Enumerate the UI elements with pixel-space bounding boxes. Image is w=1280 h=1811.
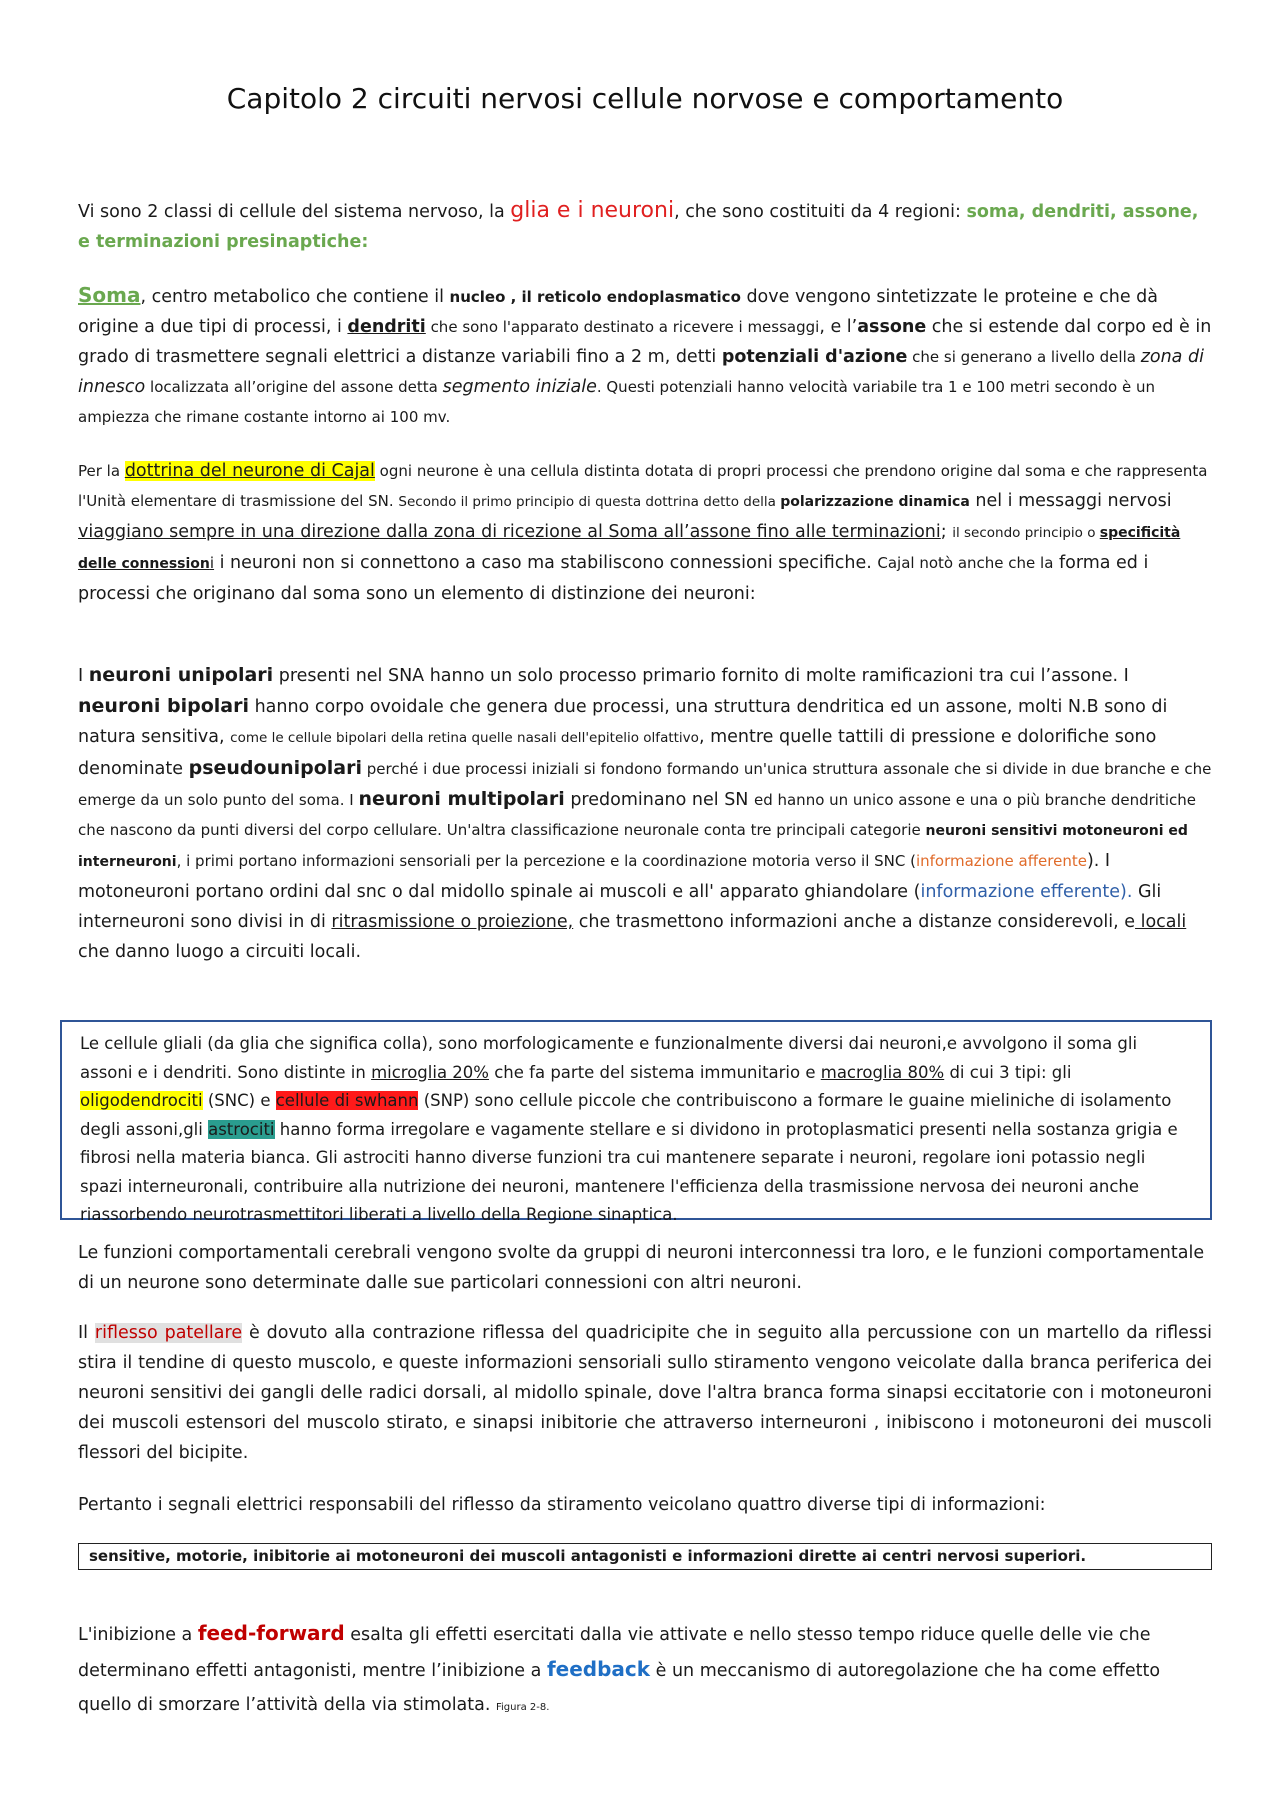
paragraph-riflesso: Il riflesso patellare è dovuto alla contrazione riflessa del quadricipite che in seguito alla percussione con un martello da riflessi stira il tendine di questo muscolo, e queste informazioni sensoriali sullo stiramento vengono veicolate dalla branca periferica dei neuroni sensitivi dei gangli delle radici dorsali, al midollo spinale, dove l'altra branca forma sinapsi eccitatorie con i motoneuroni dei muscoli estensori del muscolo stirato, e sinapsi inibitorie che attraverso interneuroni , inibiscono i motoneuroni dei muscoli flessori del bicipite. xyxy=(78,1323,1213,1463)
term-bipolari: neuroni bipolari xyxy=(78,695,249,717)
glia-info-box: Le cellule gliali (da glia che significa colla), sono morfologicamente e funzionalmente diversi dai neuroni,e avvolgono il soma gli assoni e i dendriti. Sono distinte in microglia 20% che fa parte del sistema immunitario e macroglia 80% di cui 3 tipi: gli oligodendrociti (SNC) e cellule di swhann (SNP) sono cellule piccole che contribuiscono a formare le guaine mieliniche di isolamento degli assoni,gli astrociti hanno forma irregolare e vagamente stellare e si dividono in protoplasmatici presenti nella sostanza grigia e fibrosi nella materia bianca. Gli astrociti hanno diverse funzioni tra cui mantenere separate i neuroni, regolare ioni potassio negli spazi interneuronali, contribuire alla nutrizione dei neuroni, mantenere l'efficienza della trasmissione nervosa dei neuroni anche riassorbendo neurotrasmettitori liberati a livello della Regione sinaptica. xyxy=(60,1020,1212,1220)
page-title: Capitolo 2 circuiti nervosi cellule norvose e comportamento xyxy=(226,82,1064,115)
paragraph-soma: Soma, centro metabolico che contiene il nucleo , il reticolo endoplasmatico dove vengono sintetizzate le proteine e che dà origine a due tipi di processi, i dendriti che sono l'apparato destinato a ricevere i messaggi, e l’assone che si estende dal corpo ed è in grado di trasmettere segnali elettrici a distanze variabili fino a 2 m, detti potenziali d'azione che si generano a livello della zona di innesco localizzata all’origine del assone detta segmento iniziale. Questi potenziali hanno velocità variabile tra 1 e 100 metri secondo è un ampiezza che rimane costante intorno ai 100 mv. xyxy=(78,283,1212,426)
term-feed-forward: feed-forward xyxy=(197,1621,345,1645)
highlight-dottrina: dottrina del neurone di Cajal xyxy=(124,461,375,481)
paragraph-inibizione: L'inibizione a feed-forward esalta gli effetti esercitati dalla vie attivate e nello stesso tempo riduce quelle delle vie che determinano effetti antagonisti, mentre l’inibizione a feedback è un meccanismo di autoregolazione che ha come effetto quello di smorzare l’attività della via stimolata. Figura 2-8. xyxy=(78,1621,1161,1715)
paragraph-intro: Vi sono 2 classi di cellule del sistema nervoso, la glia e i neuroni, che sono costituiti da 4 regioni: soma, dendriti, assone, e terminazioni presinaptiche: xyxy=(78,198,1199,252)
figure-ref: Figura 2-8. xyxy=(496,1702,550,1713)
highlight-astrociti: astrociti xyxy=(208,1119,275,1139)
regions-list: soma, dendriti, assone, e terminazioni presinaptiche: xyxy=(78,202,1199,252)
term-specificita: specificità delle connession xyxy=(78,525,1181,572)
term-feedback: feedback xyxy=(546,1657,651,1681)
term-polarizzazione: polarizzazione dinamica xyxy=(780,494,970,510)
term-unipolari: neuroni unipolari xyxy=(88,664,274,686)
term-assone: assone xyxy=(857,317,927,337)
highlight-swhann: cellule di swhann xyxy=(275,1091,419,1110)
paragraph-funzioni: Le funzioni comportamentali cerebrali vengono svolte da gruppi di neuroni interconnessi tra loro, e le funzioni comportamentale di un neurone sono determinate dalle sue particolari connessioni con altri neuroni. xyxy=(78,1243,1205,1293)
paragraph-cajal: Per la dottrina del neurone di Cajal ogni neurone è una cellula distinta dotata di propri processi che prendono origine dal soma e che rappresenta l'Unità elementare di trasmissione del SN. Secondo il primo principio di questa dottrina detto della polarizzazione dinamica nel i messaggi nervosi viaggiano sempre in una direzione dalla zona di ricezione al Soma all’assone fino alle terminazioni; il secondo principio o specificità delle connessioni i neuroni non si connettono a caso ma stabiliscono connessioni specifiche. Cajal notò anche che la forma ed i processi che originano dal soma sono un elemento di distinzione dei neuroni: xyxy=(78,461,1208,604)
highlight-oligodendrociti: oligodendrociti xyxy=(80,1091,203,1110)
info-afferente: informazione afferente xyxy=(915,852,1087,870)
highlight-glia: glia e i neuroni xyxy=(510,198,675,223)
term-dendriti: dendriti xyxy=(347,317,426,337)
term-soma: Soma xyxy=(78,283,141,307)
info-efferente: informazione efferente). xyxy=(920,882,1133,902)
paragraph-pertanto: Pertanto i segnali elettrici responsabili del riflesso da stiramento veicolano quattro diverse tipi di informazioni: xyxy=(78,1495,1046,1515)
info-types-box: sensitive, motorie, inibitorie ai motoneuroni dei muscoli antagonisti e informazioni dirette ai centri nervosi superiori. xyxy=(78,1543,1212,1570)
term-multipolari: neuroni multipolari xyxy=(358,788,565,810)
paragraph-neuron-types: I neuroni unipolari presenti nel SNA hanno un solo processo primario fornito di molte ramificazioni tra cui l’assone. I neuroni bipolari hanno corpo ovoidale che genera due processi, una struttura dendritica ed un assone, molti N.B sono di natura sensitiva, come le cellule bipolari della retina quelle nasali dell'epitelio olfattivo, mentre quelle tattili di pressione e dolorifiche sono denominate pseudounipolari perché i due processi iniziali si fondono formando un'unica struttura assonale che si divide in due branche e che emerge da un solo punto del soma. I neuroni multipolari predominano nel SN ed hanno un unico assone e una o più branche dendritiche che nascono da punti diversi del corpo cellulare. Un'altra classificazione neuronale conta tre principali categorie neuroni sensitivi motoneuroni ed interneuroni, i primi portano informazioni sensoriali per la percezione e la coordinazione motoria verso il SNC (informazione afferente). I motoneuroni portano ordini dal snc o dal midollo spinale ai muscoli e all' apparato ghiandolare (informazione efferente). Gli interneuroni sono divisi in di ritrasmissione o proiezione, che trasmettono informazioni anche a distanze considerevoli, e locali che danno luogo a circuiti locali. xyxy=(78,664,1212,962)
term-categorie: neuroni sensitivi motoneuroni ed interneuroni xyxy=(78,823,1188,870)
term-pseudounipolari: pseudounipolari xyxy=(188,757,363,779)
highlight-riflesso: riflesso patellare xyxy=(94,1323,243,1343)
term-potenziali: potenziali d'azione xyxy=(721,347,908,367)
